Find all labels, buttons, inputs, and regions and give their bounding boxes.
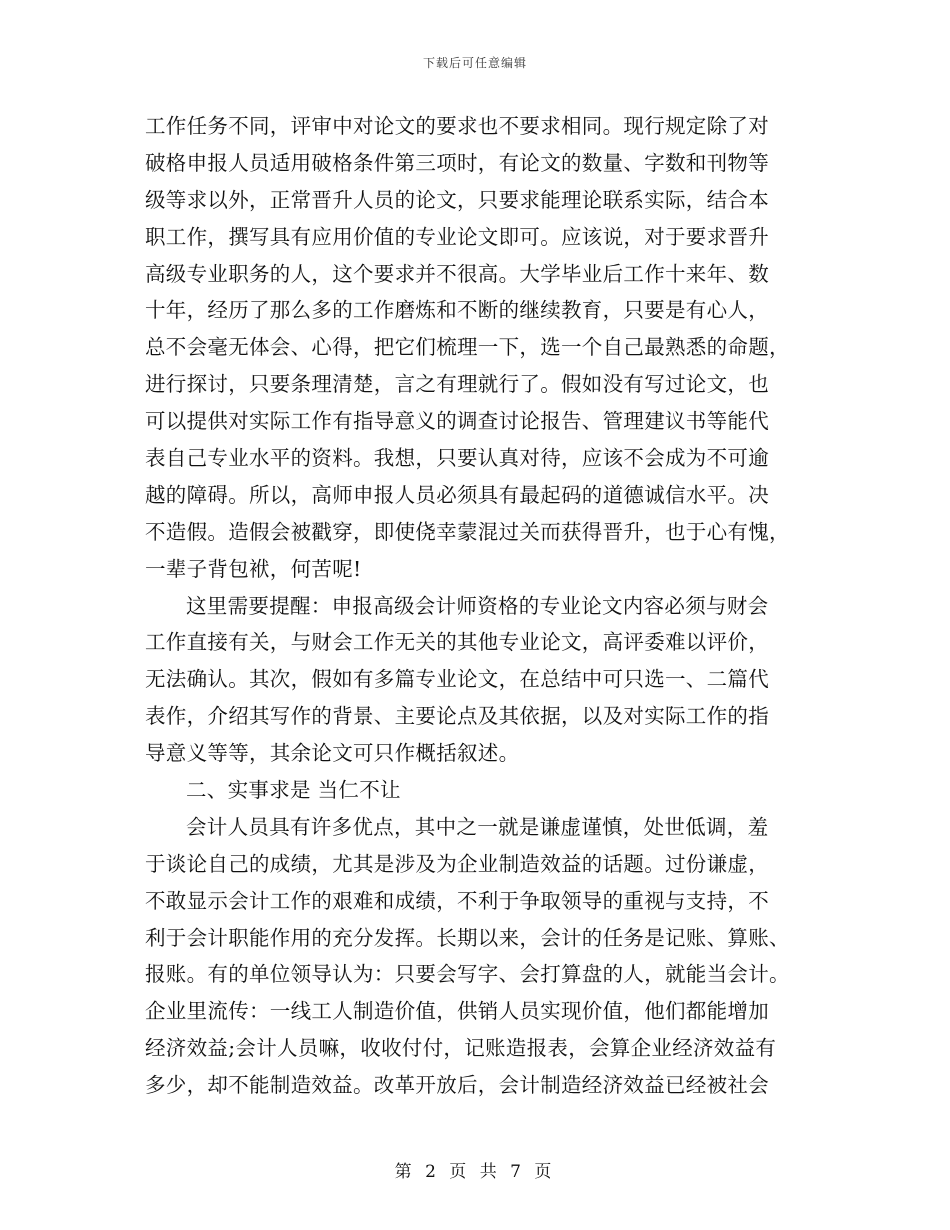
text-line: 级等求以外，正常晋升人员的论文，只要求能理论联系实际，结合本 (145, 187, 769, 212)
text-line: 工作直接有关，与财会工作无关的其他专业论文，高评委难以评价， (145, 630, 769, 655)
text-line: 表自己专业水平的资料。我想，只要认真对待，应该不会成为不可逾 (145, 446, 769, 471)
text-line: 不敢显示会计工作的艰难和成绩，不利于争取领导的重视与支持，不 (145, 888, 769, 913)
text-line: 企业里流传：一线工人制造价值，供销人员实现价值，他们都能增加 (145, 999, 769, 1024)
text-line: 越的障碍。所以，高师申报人员必须具有最起码的道德诚信水平。决 (145, 482, 769, 507)
text-line: 多少，却不能制造效益。改革开放后，会计制造经济效益已经被社会 (145, 1073, 769, 1098)
text-line: 十年，经历了那么多的工作磨炼和不断的继续教育，只要是有心人， (145, 298, 769, 323)
text-line: 二、实事求是 当仁不让 (186, 778, 401, 803)
text-line: 这里需要提醒：申报高级会计师资格的专业论文内容必须与财会 (186, 593, 769, 618)
text-line: 经济效益;会计人员嘛，收收付付，记账造报表，会算企业经济效益有 (145, 1036, 777, 1061)
page-header: 下载后可任意编辑 (422, 56, 527, 70)
text-line: 工作任务不同，评审中对论文的要求也不要求相同。现行规定除了对 (145, 114, 769, 138)
text-line: 总不会毫无体会、心得，把它们梳理一下，选一个自己最熟悉的命题， (145, 335, 790, 360)
text-line: 利于会计职能作用的充分发挥。长期以来，会计的任务是记账、算账、 (145, 925, 790, 950)
text-line: 表作，介绍其写作的背景、主要论点及其依据，以及对实际工作的指 (145, 704, 769, 729)
text-line: 于谈论自己的成绩，尤其是涉及为企业制造效益的话题。过份谦虚， (145, 851, 769, 876)
document-body (145, 108, 810, 1104)
text-line: 会计人员具有许多优点，其中之一就是谦虚谨慎，处世低调，羞 (186, 814, 769, 839)
text-line: 职工作，撰写具有应用价值的专业论文即可。应该说，对于要求晋升 (145, 224, 769, 249)
text-line: 不造假。造假会被戳穿，即使侥幸蒙混过关而获得晋升，也于心有愧， (145, 519, 790, 544)
text-line: 可以提供对实际工作有指导意义的调查讨论报告、管理建议书等能代 (145, 409, 769, 434)
text-line: 一辈子背包袱，何苦呢! (145, 556, 362, 581)
page-footer: 第 2 页 共 7 页 (394, 1162, 556, 1182)
text-line: 导意义等等，其余论文可只作概括叙述。 (145, 741, 520, 766)
text-line: 无法确认。其次，假如有多篇专业论文，在总结中可只选一、二篇代 (145, 667, 769, 692)
text-line: 报账。有的单位领导认为：只要会写字、会打算盘的人，就能当会计。 (145, 962, 790, 987)
text-line: 高级专业职务的人，这个要求并不很高。大学毕业后工作十来年、数 (145, 261, 769, 286)
text-line: 进行探讨，只要条理清楚，言之有理就行了。假如没有写过论文，也 (145, 372, 769, 397)
text-line: 破格申报人员适用破格条件第三项时，有论文的数量、字数和刊物等 (145, 150, 769, 175)
